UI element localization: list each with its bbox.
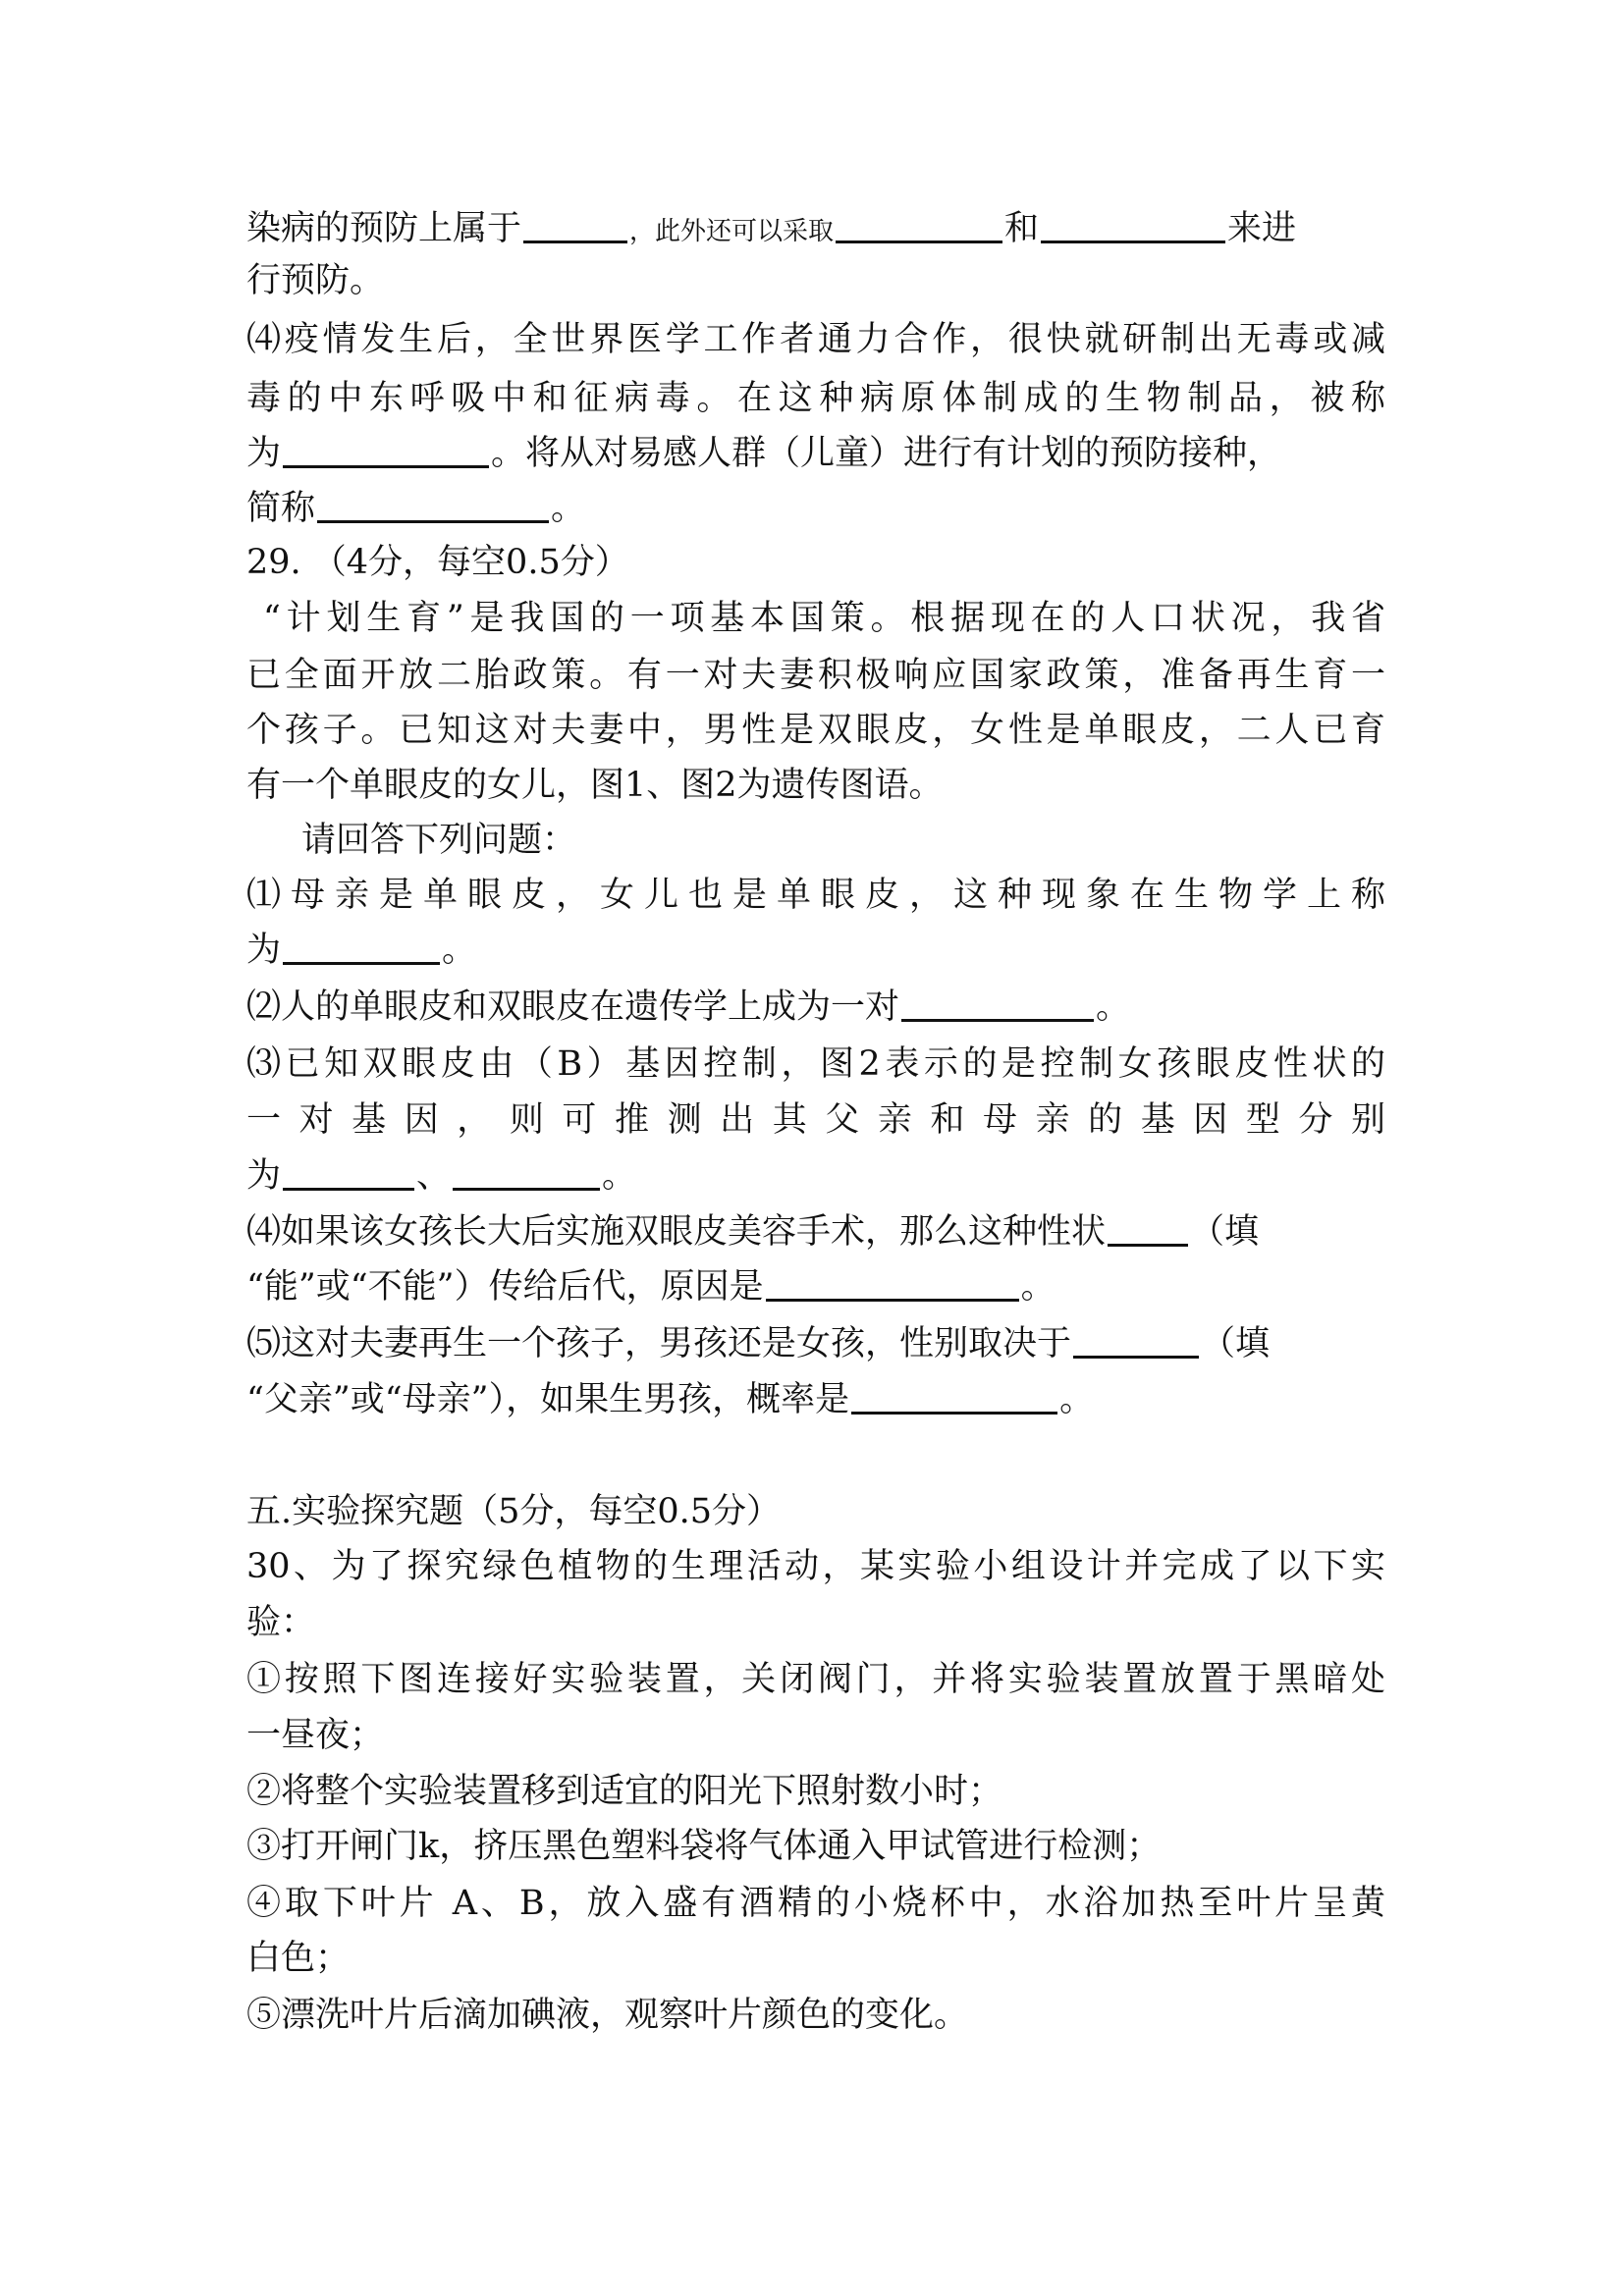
q28-part4-line-1: ⑷疫情发生后，全世界医学工作者通力合作，很快就研制出无毒或减 [246, 320, 1385, 359]
q29-part3-line-2: 一对基因，则可推测出其父亲和母亲的基因型分别 [246, 1100, 1385, 1140]
q30-line-1: 30、为了探究绿色植物的生理活动，某实验小组设计并完成了以下实 [246, 1547, 1385, 1586]
q30-step4-line-2: 白色； [246, 1939, 351, 1978]
answer-blank[interactable] [836, 207, 1002, 243]
q30-line-2: 验： [246, 1603, 316, 1642]
q29-part1-line-2: 为 。 [246, 931, 477, 970]
q29-intro-line-2: 已全面开放二胎政策。有一对夫妻积极响应国家政策，准备再生育一 [246, 656, 1385, 695]
q29-part5-line-2: “父亲”或“母亲”），如果生男孩，概率是 。 [246, 1380, 1095, 1419]
q29-part5-line-1: ⑸这对夫妻再生一个孩子，男孩还是女孩，性别取决于 （填 [246, 1324, 1271, 1363]
answer-blank[interactable] [1073, 1322, 1199, 1359]
q30-step3: ③打开闸门k，挤压黑色塑料袋将气体通入甲试管进行检测； [246, 1827, 1162, 1866]
q28-part4-line-2: 毒的中东呼吸中和征病毒。在这种病原体制成的生物制品，被称 [246, 379, 1385, 418]
q29-part3-line-1: ⑶已知双眼皮由（B）基因控制，图2表示的是控制女孩眼皮性状的 [246, 1044, 1385, 1084]
q29-part3-line-3: 为 、 。 [246, 1156, 637, 1196]
answer-blank[interactable] [283, 929, 440, 965]
q30-step2: ②将整个实验装置移到适宜的阳光下照射数小时； [246, 1772, 1003, 1811]
answer-blank[interactable] [766, 1265, 1019, 1302]
answer-blank[interactable] [523, 207, 627, 243]
q29-intro-line-4: 有一个单眼皮的女儿，图1、图2为遗传图语。 [246, 766, 944, 805]
section5-header: 五.实验探究题（5分，每空0.5分） [246, 1492, 782, 1531]
q30-step1-line-1: ①按照下图连接好实验装置，关闭阀门，并将实验装置放置于黑暗处 [246, 1660, 1385, 1699]
q30-step4-line-1: ④取下叶片 A、B，放入盛有酒精的小烧杯中，水浴加热至叶片呈黄 [246, 1884, 1385, 1923]
answer-blank[interactable] [283, 432, 489, 468]
answer-blank[interactable] [851, 1378, 1057, 1415]
q29-header: 29. （4分，每空0.5分） [246, 543, 629, 582]
q29-part4-line-1: ⑷如果该女孩长大后实施双眼皮美容手术，那么这种性状 （填 [246, 1212, 1260, 1252]
answer-blank[interactable] [1108, 1210, 1188, 1247]
q29-part1-line-1: ⑴母亲是单眼皮，女儿也是单眼皮，这种现象在生物学上称 [246, 876, 1385, 915]
q28-part4-line-3: 为 。将从对易感人群（儿童）进行有计划的预防接种， [246, 434, 1282, 473]
q30-step1-line-2: 一昼夜； [246, 1716, 385, 1755]
answer-blank[interactable] [453, 1154, 600, 1191]
q28-line-1: 染病的预防上属于 ，此外还可以采取 和 来进 [246, 209, 1297, 248]
q28-line-2: 行预防。 [246, 261, 385, 300]
answer-blank[interactable] [901, 986, 1094, 1022]
answer-blank[interactable] [283, 1154, 414, 1191]
q28-part4-line-4: 简称 。 [246, 489, 586, 528]
q29-intro-line-1: “计划生育”是我国的一项基本国策。根据现在的人口状况，我省 [263, 599, 1385, 638]
q29-intro-line-3: 个孩子。已知这对夫妻中，男性是双眼皮，女性是单眼皮，二人已育 [246, 711, 1385, 750]
answer-blank[interactable] [1041, 207, 1225, 243]
q29-prompt: 请回答下列问题： [301, 821, 577, 860]
q29-part4-line-2: “能”或“不能”）传给后代，原因是 。 [246, 1267, 1056, 1307]
answer-blank[interactable] [317, 487, 549, 523]
q30-step5: ⑤漂洗叶片后滴加碘液，观察叶片颜色的变化。 [246, 1996, 969, 2035]
q29-part2: ⑵人的单眼皮和双眼皮在遗传学上成为一对 。 [246, 988, 1131, 1027]
